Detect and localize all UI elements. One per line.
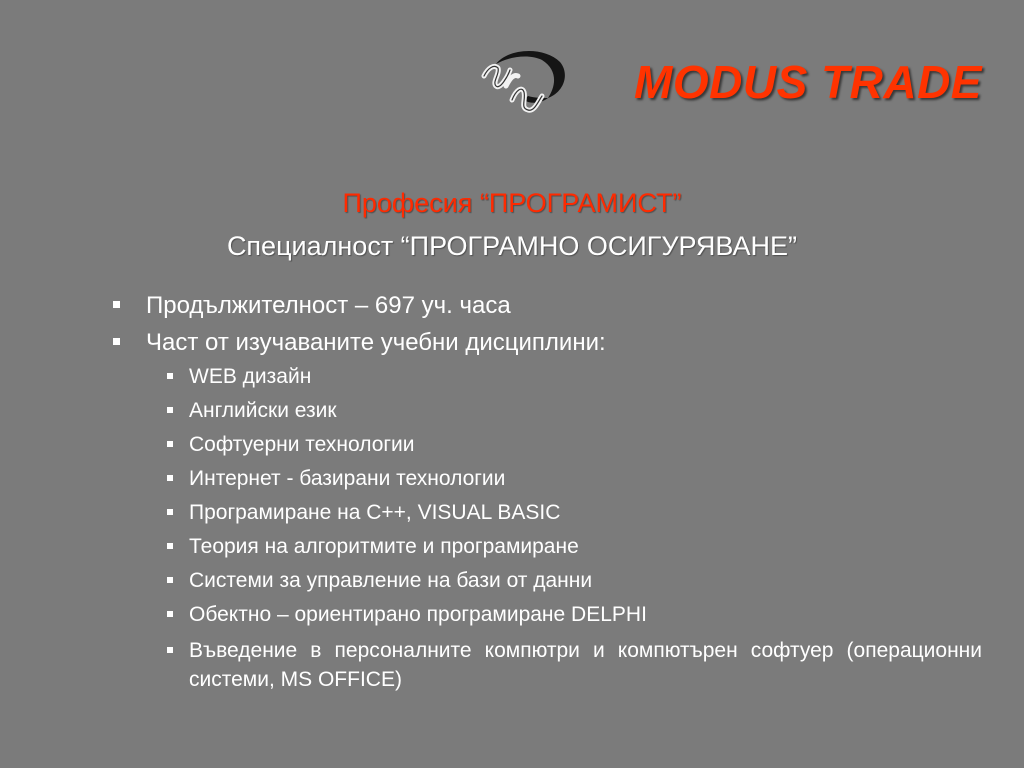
- square-bullet-icon: [167, 475, 173, 481]
- bullet-text: Част от изучаваните учебни дисциплини:: [146, 329, 606, 356]
- logo-graphic: [478, 46, 570, 120]
- square-bullet-icon: [167, 407, 173, 413]
- discipline-text: Обектно – ориентирано програмиране DELPHI: [189, 603, 647, 626]
- list-item: [112, 466, 982, 491]
- discipline-text: Програмиране на C++, VISUAL BASIC: [189, 501, 561, 524]
- bullet-disciplines: [112, 328, 982, 694]
- square-bullet-icon: [167, 611, 173, 617]
- bullet-list: [112, 291, 982, 694]
- brand-name: MODUS TRADE: [634, 56, 982, 108]
- list-item: [112, 534, 982, 559]
- square-bullet-icon: [167, 509, 173, 515]
- square-bullet-icon: [167, 647, 173, 653]
- list-item: [112, 364, 982, 389]
- discipline-text: Системи за управление на бази от данни: [189, 569, 593, 592]
- profession-title: Професия “ПРОГРАМИСТ”: [342, 188, 682, 218]
- bullet-duration: [112, 291, 982, 320]
- discipline-text: Интернет - базирани технологии: [189, 467, 506, 490]
- list-item: [112, 568, 982, 593]
- slide-content: [112, 291, 982, 703]
- specialty-title: Специалност “ПРОГРАМНО ОСИГУРЯВАНЕ”: [226, 231, 798, 261]
- square-bullet-icon: [167, 441, 173, 447]
- square-bullet-icon: [113, 301, 120, 308]
- logo-monogram: [484, 66, 542, 110]
- list-item: [112, 636, 982, 694]
- discipline-text: Теория на алгоритмите и програмиране: [189, 535, 579, 558]
- disciplines-list: [146, 364, 982, 694]
- discipline-text: WEB дизайн: [189, 365, 312, 388]
- logo-monogram-outline: [484, 66, 542, 110]
- bullet-text: Продължителност – 697 уч. часа: [146, 292, 511, 319]
- discipline-text: Софтуерни технологии: [189, 433, 415, 456]
- list-item: [112, 602, 982, 627]
- list-item: [112, 398, 982, 423]
- square-bullet-icon: [167, 373, 173, 379]
- square-bullet-icon: [167, 577, 173, 583]
- square-bullet-icon: [113, 338, 120, 345]
- list-item: [112, 500, 982, 525]
- square-bullet-icon: [167, 543, 173, 549]
- discipline-text: Въведение в персоналните компютри и компютърен софтуер (операционни системи, MS OFFICE): [189, 639, 982, 691]
- modus-trade-logo-icon: [478, 46, 570, 120]
- list-item: [112, 432, 982, 457]
- discipline-text: Английски език: [189, 399, 337, 422]
